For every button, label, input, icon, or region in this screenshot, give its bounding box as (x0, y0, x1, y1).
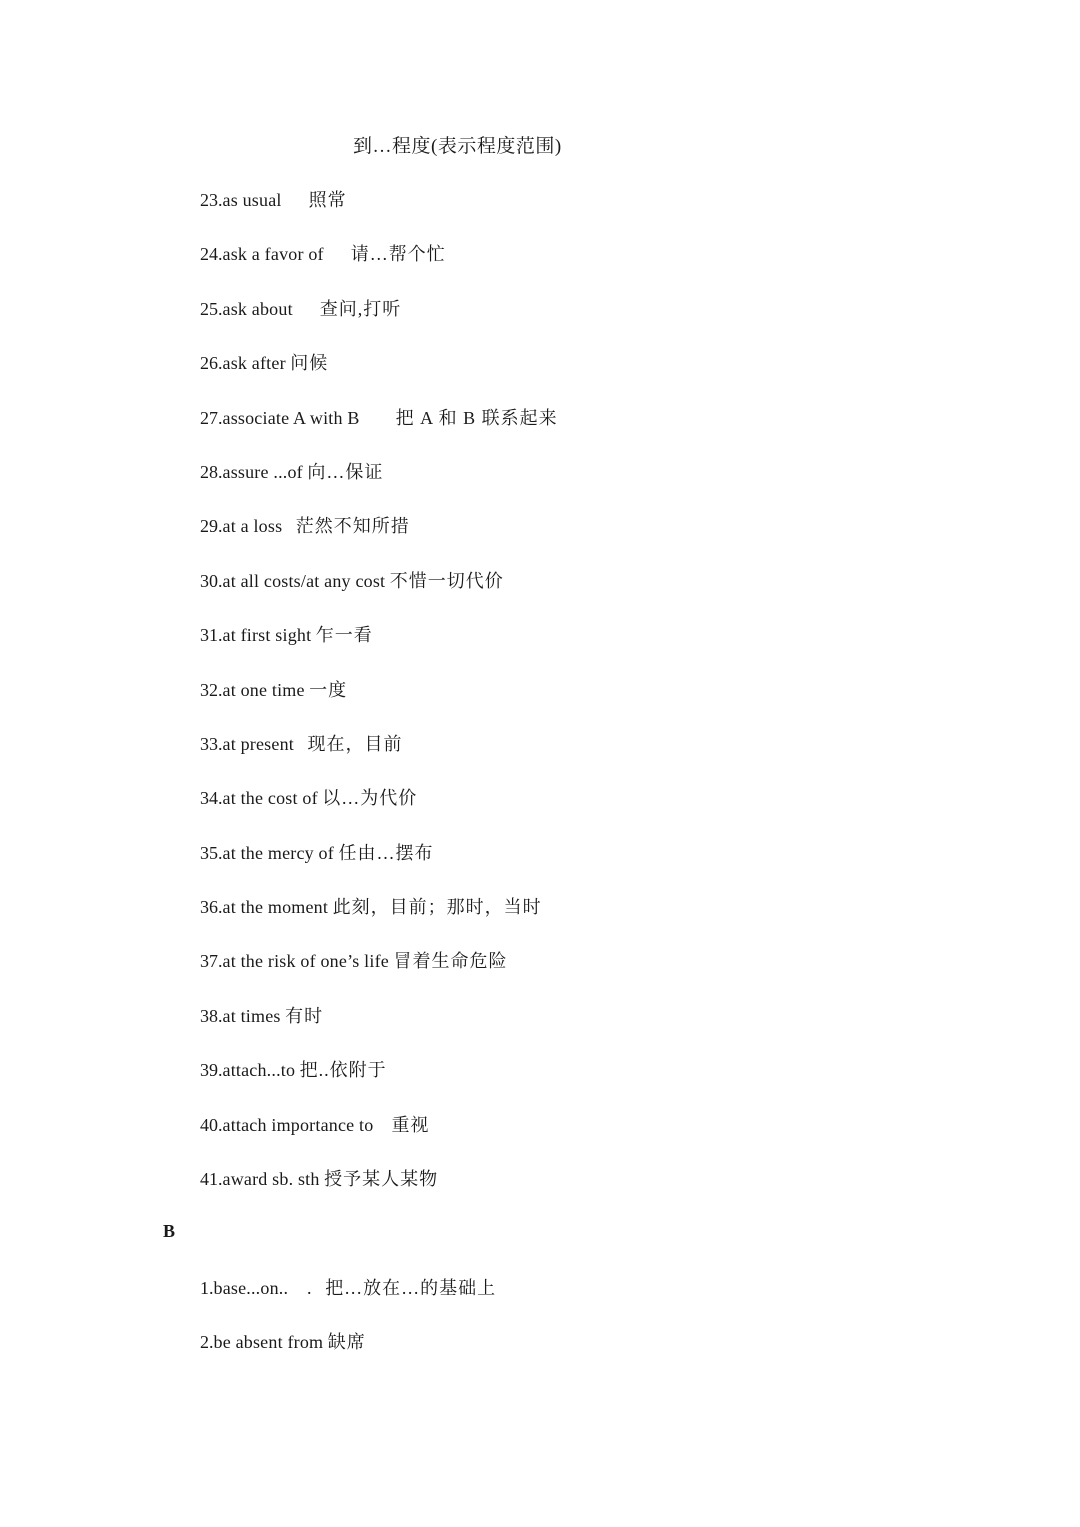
section-a-list (200, 186, 558, 1219)
list-item: 2.be absent from 缺席 (200, 1332, 366, 1353)
section-b-list (200, 1274, 496, 1383)
list-item: 25.ask about 查问,打听 (200, 298, 402, 319)
list-item: 23.as usual 照常 (200, 190, 347, 210)
list-item: 37.at the risk of one’s life 冒着生命危险 (200, 951, 508, 972)
list-item: 38.at times 有时 (200, 1005, 324, 1026)
list-item: 39.attach...to 把..依附于 (200, 1060, 387, 1081)
list-item: 1.base...on.. . 把…放在…的基础上 (200, 1278, 497, 1298)
list-item: 36.at the moment 此刻，目前；那时，当时 (200, 897, 542, 918)
list-item: 30.at all costs/at any cost 不惜一切代价 (200, 570, 504, 591)
list-item: 34.at the cost of 以…为代价 (200, 788, 418, 809)
continuation-line: 到…程度(表示程度范围) (353, 136, 562, 157)
section-heading: B (163, 1221, 176, 1241)
list-item: 32.at one time 一度 (200, 679, 348, 700)
list-item: 40.attach importance to 重视 (200, 1114, 430, 1135)
list-item: 29.at a loss 茫然不知所措 (200, 516, 410, 537)
list-item: 26.ask after 问候 (200, 353, 329, 374)
list-item: 35.at the mercy of 任由…摆布 (200, 842, 434, 863)
list-item: 31.at first sight 乍一看 (200, 625, 373, 646)
list-item: 28.assure ...of 向…保证 (200, 461, 384, 482)
list-item: 24.ask a favor of 请…帮个忙 (200, 244, 446, 265)
list-item: 33.at present 现在，目前 (200, 733, 403, 754)
list-item: 27.associate A with B 把 A 和 B 联系起来 (200, 407, 558, 428)
list-item: 41.award sb. sth 授予某人某物 (200, 1169, 439, 1190)
